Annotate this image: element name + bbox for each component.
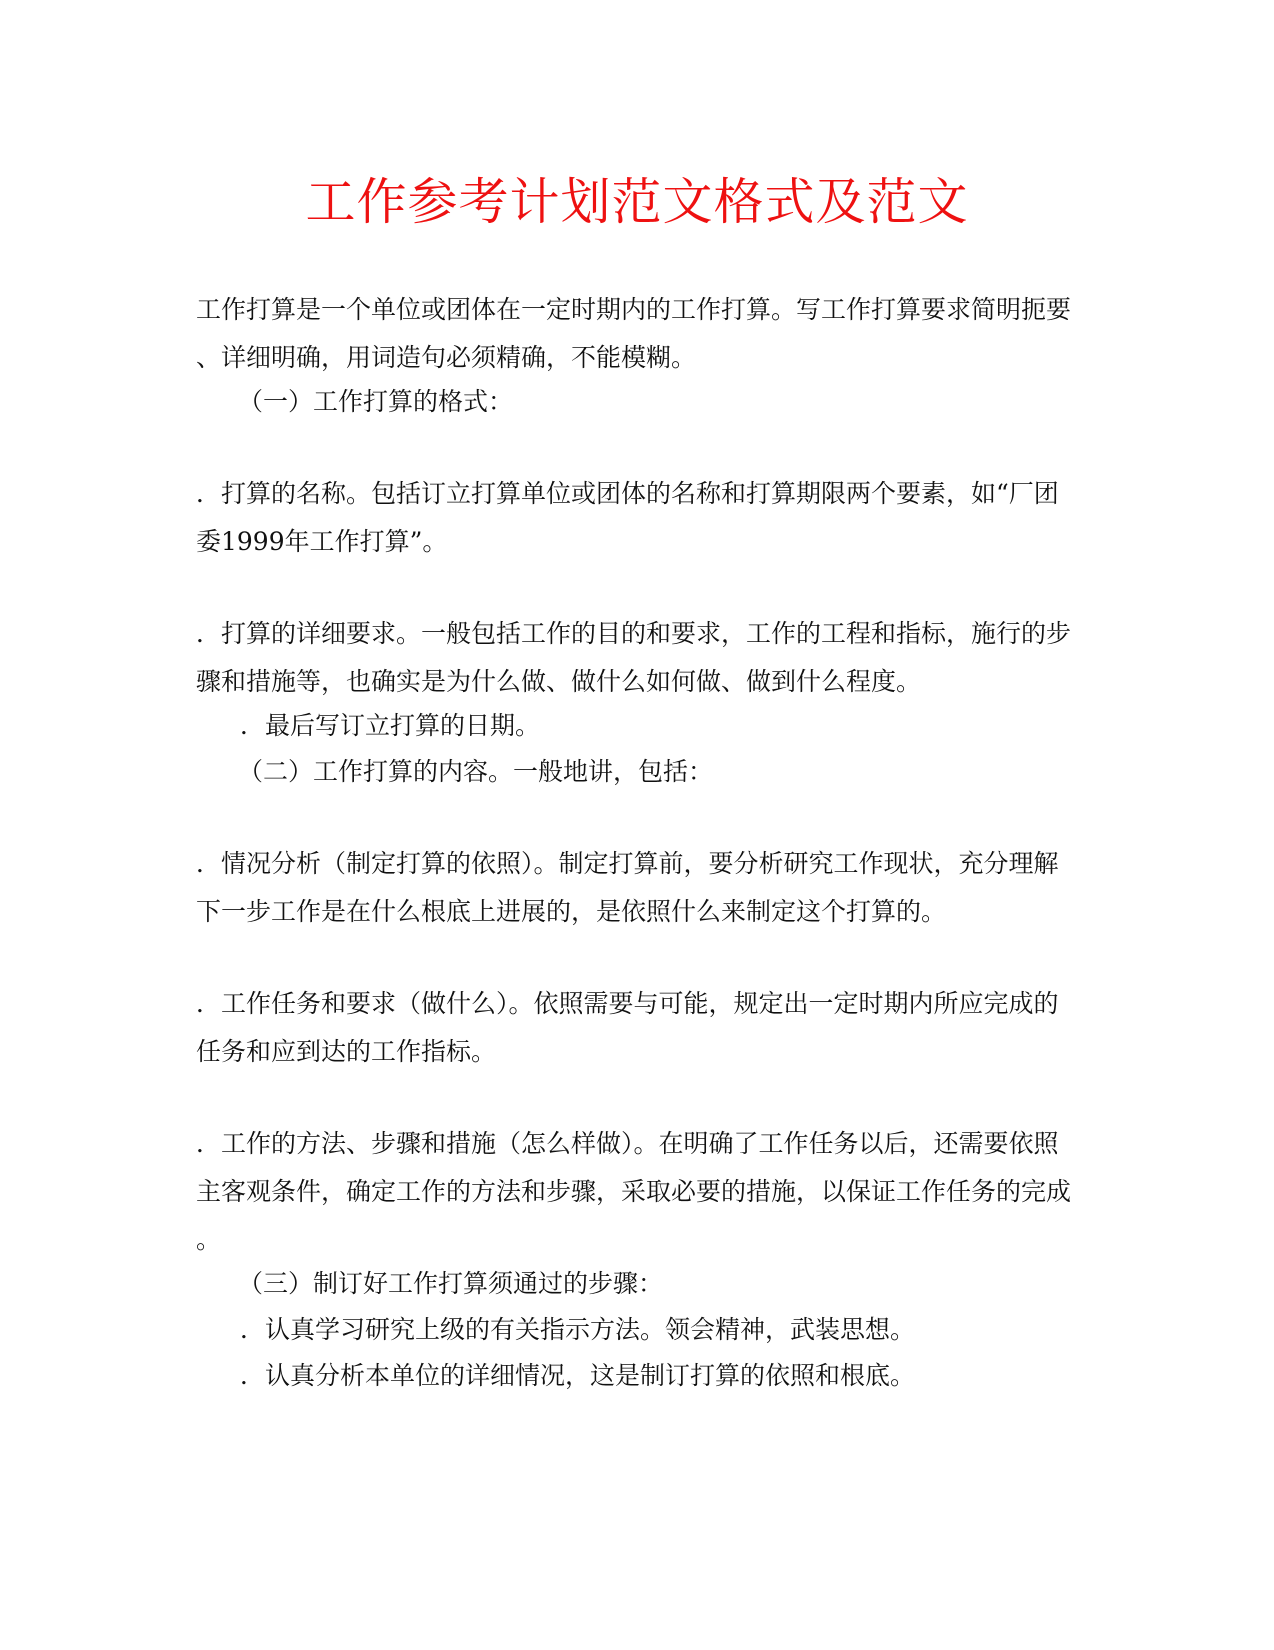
text-line: （一）工作打算的格式：: [238, 387, 514, 416]
text-line: 下一步工作是在什么根底上进展的，是依照什么来制定这个打算的。: [196, 897, 947, 926]
paragraph-item: [240, 702, 1120, 750]
text-line: 主客观条件，确定工作的方法和步骤，采取必要的措施，以保证工作任务的完成: [196, 1177, 1072, 1206]
text-line: 。: [196, 1225, 222, 1254]
text-line: 工作打算是一个单位或团体在一定时期内的工作打算。写工作打算要求简明扼要: [196, 295, 1072, 324]
text-line: 任务和应到达的工作指标。: [196, 1037, 497, 1066]
text-line: （三）制订好工作打算须通过的步骤：: [238, 1269, 664, 1298]
text-line: ．情况分析（制定打算的依照）。制定打算前，要分析研究工作现状，充分理解: [196, 849, 1059, 878]
text-line: ．认真分析本单位的详细情况，这是制订打算的依照和根底。: [240, 1361, 916, 1390]
paragraph-item: [196, 840, 1076, 936]
text-line: ．最后写订立打算的日期。: [240, 711, 541, 740]
paragraph-item: [240, 1352, 1120, 1400]
text-line: 骤和措施等，也确实是为什么做、做什么如何做、做到什么程度。: [196, 667, 922, 696]
paragraph-item: [196, 610, 1076, 706]
paragraph-item: [240, 1306, 1120, 1354]
paragraph-intro: [196, 286, 1076, 382]
text-line: 委1999年工作打算”。: [196, 527, 448, 556]
text-line: ．打算的名称。包括订立打算单位或团体的名称和打算期限两个要素，如“厂团: [196, 479, 1059, 508]
section-heading-2: [238, 748, 1118, 796]
text-line: 、详细明确，用词造句必须精确，不能模糊。: [196, 343, 697, 372]
section-heading-3: [238, 1260, 1118, 1308]
text-line: ．认真学习研究上级的有关指示方法。领会精神，武装思想。: [240, 1315, 916, 1344]
section-heading-1: [238, 378, 1118, 426]
text-line: ．打算的详细要求。一般包括工作的目的和要求，工作的工程和指标，施行的步: [196, 619, 1072, 648]
text-line: （二）工作打算的内容。一般地讲，包括：: [238, 757, 714, 786]
document-title: 工作参考计划范文格式及范文: [305, 173, 969, 231]
text-line: ．工作任务和要求（做什么）。依照需要与可能，规定出一定时期内所应完成的: [196, 989, 1059, 1018]
text-line: ．工作的方法、步骤和措施（怎么样做）。在明确了工作任务以后，还需要依照: [196, 1129, 1059, 1158]
paragraph-item: [196, 1120, 1076, 1264]
paragraph-item: [196, 470, 1076, 566]
paragraph-item: [196, 980, 1076, 1076]
